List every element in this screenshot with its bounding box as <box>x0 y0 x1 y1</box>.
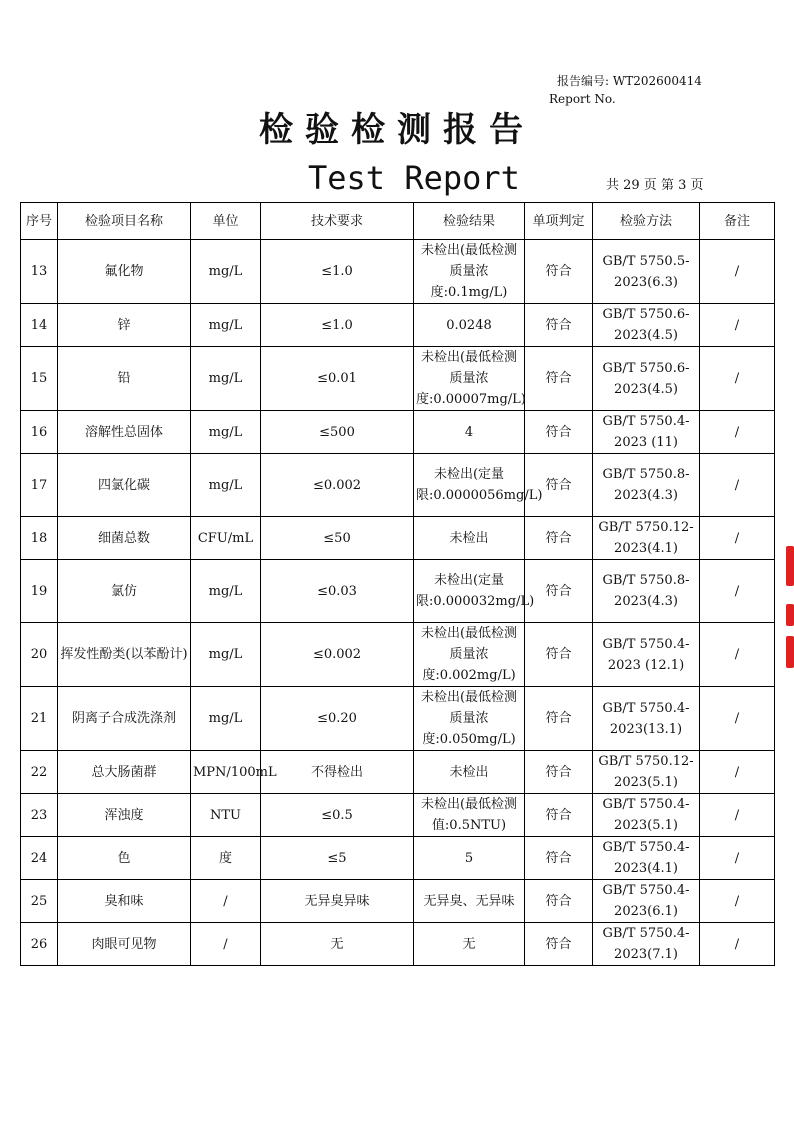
cell-unit: mg/L <box>191 347 261 411</box>
cell-result: 0.0248 <box>414 304 525 347</box>
cell-result: 未检出(最低检测质量浓度:0.00007mg/L) <box>414 347 525 411</box>
table-header-row <box>21 203 775 240</box>
cell-remark: / <box>700 794 775 837</box>
cell-method: GB/T 5750.4-2023(6.1) <box>593 880 700 923</box>
seal-edge-mark <box>786 546 794 586</box>
cell-method: GB/T 5750.4-2023(13.1) <box>593 687 700 751</box>
header-unit: 单位 <box>191 203 261 240</box>
cell-requirement: 无 <box>261 923 414 966</box>
cell-item-name: 臭和味 <box>58 880 191 923</box>
cell-result: 5 <box>414 837 525 880</box>
cell-method: GB/T 5750.6-2023(4.5) <box>593 304 700 347</box>
cell-unit: CFU/mL <box>191 517 261 560</box>
cell-result: 未检出(最低检测质量浓度:0.050mg/L) <box>414 687 525 751</box>
cell-method: GB/T 5750.4-2023(7.1) <box>593 923 700 966</box>
table-row <box>21 623 775 687</box>
cell-no: 14 <box>21 304 58 347</box>
cell-judgement: 符合 <box>525 240 593 304</box>
cell-no: 21 <box>21 687 58 751</box>
cell-method: GB/T 5750.4-2023(5.1) <box>593 794 700 837</box>
report-number <box>549 72 702 108</box>
cell-no: 18 <box>21 517 58 560</box>
cell-judgement: 符合 <box>525 880 593 923</box>
header-method: 检验方法 <box>593 203 700 240</box>
cell-method: GB/T 5750.12-2023(4.1) <box>593 517 700 560</box>
report-number-label: 报告编号: <box>557 74 610 88</box>
cell-judgement: 符合 <box>525 560 593 623</box>
seal-edge-mark <box>786 636 794 668</box>
cell-requirement: 不得检出 <box>261 751 414 794</box>
cell-remark: / <box>700 560 775 623</box>
cell-result: 未检出(定量限:0.0000056mg/L) <box>414 454 525 517</box>
cell-judgement: 符合 <box>525 347 593 411</box>
report-number-value: WT202600414 <box>612 74 702 88</box>
cell-item-name: 肉眼可见物 <box>58 923 191 966</box>
cell-remark: / <box>700 347 775 411</box>
cell-requirement: ≤1.0 <box>261 304 414 347</box>
cell-no: 15 <box>21 347 58 411</box>
cell-requirement: 无异臭异味 <box>261 880 414 923</box>
cell-result: 未检出 <box>414 517 525 560</box>
header-item-name: 检验项目名称 <box>58 203 191 240</box>
cell-remark: / <box>700 751 775 794</box>
cell-no: 23 <box>21 794 58 837</box>
cell-item-name: 浑浊度 <box>58 794 191 837</box>
cell-remark: / <box>700 304 775 347</box>
header-requirement: 技术要求 <box>261 203 414 240</box>
cell-judgement: 符合 <box>525 454 593 517</box>
cell-judgement: 符合 <box>525 623 593 687</box>
table-row <box>21 517 775 560</box>
cell-result: 4 <box>414 411 525 454</box>
table-row <box>21 454 775 517</box>
cell-no: 20 <box>21 623 58 687</box>
cell-judgement: 符合 <box>525 304 593 347</box>
cell-unit: mg/L <box>191 304 261 347</box>
cell-unit: NTU <box>191 794 261 837</box>
table-row <box>21 411 775 454</box>
cell-item-name: 细菌总数 <box>58 517 191 560</box>
table-row <box>21 751 775 794</box>
cell-requirement: ≤0.01 <box>261 347 414 411</box>
cell-unit: MPN/100mL <box>191 751 261 794</box>
cell-requirement: ≤0.5 <box>261 794 414 837</box>
cell-judgement: 符合 <box>525 751 593 794</box>
cell-requirement: ≤0.002 <box>261 454 414 517</box>
cell-item-name: 挥发性酚类(以苯酚计) <box>58 623 191 687</box>
header-judgement: 单项判定 <box>525 203 593 240</box>
table-row <box>21 347 775 411</box>
cell-result: 无 <box>414 923 525 966</box>
table-row <box>21 794 775 837</box>
cell-item-name: 溶解性总固体 <box>58 411 191 454</box>
cell-remark: / <box>700 454 775 517</box>
header-result: 检验结果 <box>414 203 525 240</box>
cell-method: GB/T 5750.6-2023(4.5) <box>593 347 700 411</box>
header-no: 序号 <box>21 203 58 240</box>
cell-no: 26 <box>21 923 58 966</box>
page-title-en: Test Report <box>308 159 520 197</box>
cell-method: GB/T 5750.4-2023 (12.1) <box>593 623 700 687</box>
cell-unit: mg/L <box>191 454 261 517</box>
cell-requirement: ≤0.20 <box>261 687 414 751</box>
table-row <box>21 837 775 880</box>
cell-result: 未检出(最低检测质量浓度:0.002mg/L) <box>414 623 525 687</box>
cell-no: 25 <box>21 880 58 923</box>
cell-item-name: 色 <box>58 837 191 880</box>
cell-judgement: 符合 <box>525 411 593 454</box>
cell-judgement: 符合 <box>525 517 593 560</box>
table-row <box>21 304 775 347</box>
cell-unit: / <box>191 880 261 923</box>
cell-method: GB/T 5750.4-2023(4.1) <box>593 837 700 880</box>
results-table <box>20 202 775 966</box>
cell-unit: mg/L <box>191 687 261 751</box>
cell-result: 未检出(最低检测值:0.5NTU) <box>414 794 525 837</box>
cell-remark: / <box>700 240 775 304</box>
cell-no: 19 <box>21 560 58 623</box>
cell-remark: / <box>700 411 775 454</box>
seal-edge-mark <box>786 604 794 626</box>
cell-requirement: ≤0.002 <box>261 623 414 687</box>
table-row <box>21 880 775 923</box>
cell-method: GB/T 5750.4-2023 (11) <box>593 411 700 454</box>
report-number-label-en: Report No. <box>549 92 616 106</box>
cell-no: 13 <box>21 240 58 304</box>
cell-unit: mg/L <box>191 623 261 687</box>
table-row <box>21 923 775 966</box>
cell-remark: / <box>700 517 775 560</box>
cell-no: 24 <box>21 837 58 880</box>
cell-method: GB/T 5750.8-2023(4.3) <box>593 560 700 623</box>
cell-method: GB/T 5750.12-2023(5.1) <box>593 751 700 794</box>
cell-remark: / <box>700 880 775 923</box>
cell-result: 无异臭、无异味 <box>414 880 525 923</box>
cell-result: 未检出(最低检测质量浓度:0.1mg/L) <box>414 240 525 304</box>
cell-requirement: ≤0.03 <box>261 560 414 623</box>
table-row <box>21 687 775 751</box>
header-remark: 备注 <box>700 203 775 240</box>
cell-remark: / <box>700 923 775 966</box>
cell-method: GB/T 5750.5-2023(6.3) <box>593 240 700 304</box>
cell-unit: mg/L <box>191 240 261 304</box>
table-row <box>21 560 775 623</box>
cell-item-name: 阴离子合成洗涤剂 <box>58 687 191 751</box>
cell-judgement: 符合 <box>525 687 593 751</box>
cell-result: 未检出 <box>414 751 525 794</box>
cell-no: 22 <box>21 751 58 794</box>
cell-requirement: ≤1.0 <box>261 240 414 304</box>
cell-item-name: 锌 <box>58 304 191 347</box>
cell-unit: / <box>191 923 261 966</box>
cell-unit: mg/L <box>191 560 261 623</box>
cell-method: GB/T 5750.8-2023(4.3) <box>593 454 700 517</box>
cell-item-name: 铅 <box>58 347 191 411</box>
cell-item-name: 氯仿 <box>58 560 191 623</box>
cell-item-name: 氟化物 <box>58 240 191 304</box>
cell-result: 未检出(定量限:0.000032mg/L) <box>414 560 525 623</box>
table-row <box>21 240 775 304</box>
cell-remark: / <box>700 623 775 687</box>
cell-unit: mg/L <box>191 411 261 454</box>
cell-requirement: ≤5 <box>261 837 414 880</box>
cell-remark: / <box>700 837 775 880</box>
cell-no: 17 <box>21 454 58 517</box>
cell-item-name: 总大肠菌群 <box>58 751 191 794</box>
cell-judgement: 符合 <box>525 923 593 966</box>
cell-judgement: 符合 <box>525 794 593 837</box>
cell-remark: / <box>700 687 775 751</box>
cell-requirement: ≤500 <box>261 411 414 454</box>
cell-judgement: 符合 <box>525 837 593 880</box>
cell-item-name: 四氯化碳 <box>58 454 191 517</box>
page-title-cn: 检验检测报告 <box>259 110 535 150</box>
cell-no: 16 <box>21 411 58 454</box>
page-counter: 共 29 页 第 3 页 <box>606 178 704 193</box>
cell-unit: 度 <box>191 837 261 880</box>
cell-requirement: ≤50 <box>261 517 414 560</box>
